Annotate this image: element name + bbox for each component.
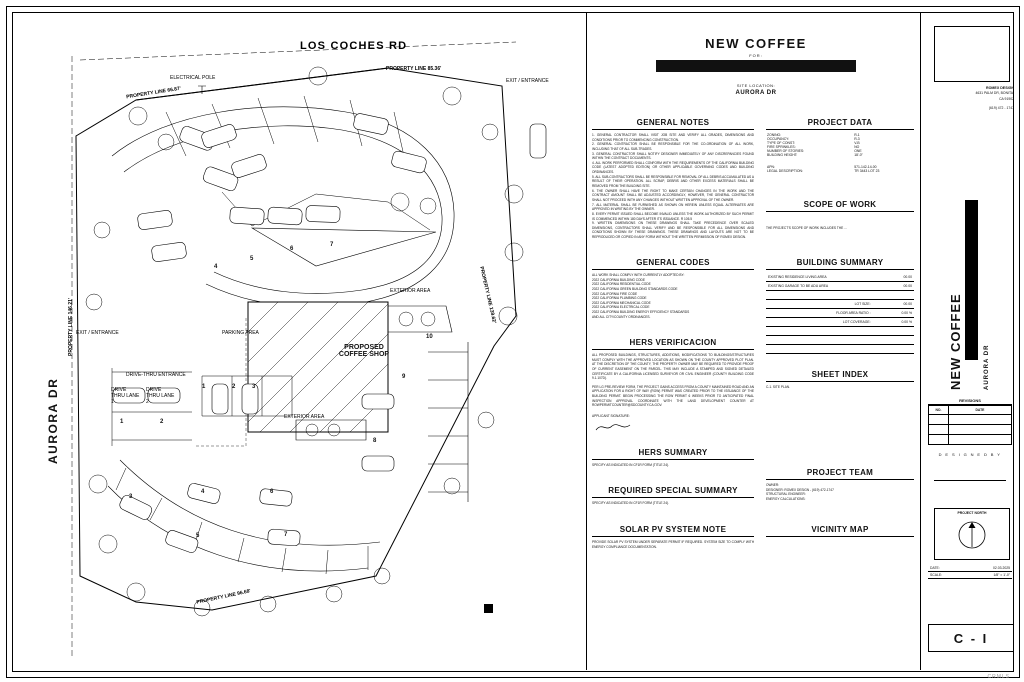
date-label: DATE: [930, 566, 940, 570]
table-row [766, 345, 914, 354]
road-label-los-coches: LOS COCHES RD [300, 40, 408, 52]
bs-key: LOT COVERAGE: [766, 318, 873, 327]
bs-val: 0.00 % [873, 318, 914, 327]
hers-verificacion-body [592, 353, 754, 408]
bs-val: 00.00 [873, 282, 914, 291]
firm-address-1: 4631 PALM DR, BONITA, [975, 91, 1014, 96]
project-data-title: PROJECT DATA [766, 118, 914, 130]
north-arrow-icon [935, 515, 1009, 555]
logo-box [934, 26, 1010, 82]
sheet-index-title: SHEET INDEX [766, 370, 914, 382]
solar-pv-title: SOLAR PV SYSTEM NOTE [592, 525, 754, 537]
required-special-summary-panel [592, 486, 754, 506]
hers-paragraph: ALL PROPOSED BUILDINGS, STRUCTURES, ADDITIONS, MODIFICATIONS TO BUILDINGS/STRUCTURES MUST COMPLY WITH THE APPROVED LOCATION AS SHOWN ON THE COUNTY APPROVED PLOT PLAN. AT THE DISCRETION OF THE COUNTY, THE PROPERTY OWNER MAY BE REQUIRED TO PROVIDE PROOF OF CURRENT EASEMENT ON THE PARCEL. THIS MAY INCLUDE A STAMPED AND SIGNED DETAILED CERTIFICATE BY A CALIFORNIA LICENSED SURVEYOR OR CIVIL ENGINEER (COUNTY BUILDING CODE 9.1.107D). [592, 353, 754, 381]
revisions-table [928, 405, 1012, 445]
team-row: STRUCTURAL ENGINEER: [766, 492, 806, 497]
watermark: CRMLS [987, 674, 1010, 680]
stall-number: 1 [202, 384, 206, 390]
annotation-exterior-area-lower: EXTERIOR AREA [284, 414, 325, 420]
sheet-index-panel [766, 370, 914, 390]
project-north-label: PROJECT NORTH [957, 511, 987, 515]
firm-phone: (619) 472 - 1747 [988, 105, 1014, 110]
stall-number: 7 [284, 532, 288, 538]
pd-key: ZONING: [767, 133, 782, 137]
project-team-panel [766, 468, 914, 502]
note-item: 7. ALL MATERIAL SHALL BE FURNISHED AS SHOWN ON HEREIN UNLESS EQUAL ALTERNATES ARE APPROVED IN WRITING BY THE OWNER. [592, 202, 754, 212]
project-data-panel [766, 118, 914, 173]
site-plan-drawing [16, 16, 582, 666]
project-data-table [766, 133, 914, 173]
stall-number: 4 [214, 264, 218, 270]
general-codes-title: GENERAL CODES [592, 258, 754, 270]
team-row: OWNER: [766, 483, 780, 487]
annotation-parking-area: PARKING AREA [222, 330, 259, 336]
pd-key: LEGAL DESCRIPTION: [767, 169, 803, 173]
designed-by-label: D E S I G N E D B Y [938, 452, 1002, 457]
note-item: 2. GENERAL CONTRACTOR SHALL BE RESPONSIBLE FOR THE CO-ORDINATION OF ALL WORK, INCLUDING THAT OF ALL SUB-TRADES. [592, 142, 754, 151]
pd-key: NUMBER OF STORIES: [767, 149, 805, 153]
stall-number: 5 [196, 533, 200, 539]
pd-val: 571-142-14-00 [854, 165, 877, 169]
annotation-exterior-area-upper: EXTERIOR AREA [390, 288, 431, 294]
required-special-summary-text: SPECIFY AS INDICATED IN CF1R FORM (TITLE 24). [592, 501, 669, 505]
table-row [766, 318, 914, 327]
titleblock-divider [920, 12, 921, 670]
pd-val: TR 3443 LOT 23 [854, 169, 880, 173]
stall-number: 4 [201, 489, 205, 495]
general-codes-panel [592, 258, 754, 319]
stall-number: 6 [270, 489, 274, 495]
rev-no-cell[interactable] [929, 435, 949, 445]
general-notes-panel [592, 118, 754, 240]
code-item: AND ALL CITY/COUNTY ORDINANCES. [592, 314, 651, 319]
scale-value: 1/8" = 1'-0" [993, 573, 1010, 577]
rev-date-cell[interactable] [948, 435, 1011, 445]
hers-summary-text: SPECIFY AS INDICATED IN CF1R FORM (TITLE 24). [592, 463, 669, 467]
stall-number: 1 [120, 419, 124, 425]
revisions-title: REVISIONS [928, 398, 1012, 405]
hers-verificacion-panel [592, 338, 754, 434]
rev-date-cell[interactable] [948, 425, 1011, 435]
date-scale-block [928, 565, 1012, 579]
for-label: FOR: [749, 53, 763, 58]
titleblock-project-name: NEW COFFEE [948, 293, 963, 390]
table-row [766, 282, 914, 291]
code-item: 2022 CALIFORNIA MECHANICAL CODE [592, 300, 651, 305]
vicinity-map-area [766, 540, 914, 650]
scope-of-work-title: SCOPE OF WORK [766, 200, 914, 212]
table-row [766, 291, 914, 300]
general-codes-body [592, 273, 754, 319]
solar-pv-text: PROVIDE SOLAR PV SYSTEM UNDER SEPARATE PERMIT IF REQUIRED. SYSTEM SIZE TO COMPLY WITH ENERGY COMPLIANCE DOCUMENTATION. [592, 540, 754, 549]
pd-key: BUILDING HEIGHT: [767, 153, 798, 157]
hers-verificacion-title: HERS VERIFICACION [592, 338, 754, 350]
table-row [929, 406, 1012, 415]
building-label: PROPOSED COFFEE SHOP [338, 344, 390, 358]
code-item: 2022 CALIFORNIA PLUMBING CODE [592, 296, 647, 301]
stall-number: 8 [373, 438, 377, 444]
client-name-redacted [656, 60, 856, 72]
signature-mark [592, 420, 652, 434]
table-row [766, 300, 914, 309]
note-item: 8. EVERY PERMIT ISSUED SHALL BECOME INVALID UNLESS THE WORK AUTHORIZED BY SUCH PERMIT IS COMMENCED WITHIN 180 DAYS AFTER ITS ISSUANCE. R 105.5 [592, 211, 754, 221]
stall-number: 3 [129, 494, 133, 500]
table-row [766, 327, 914, 336]
titleblock-site-location: AURORA DR [984, 344, 990, 390]
stall-number: 9 [402, 374, 406, 380]
project-team-body [766, 483, 914, 502]
project-north-box [934, 508, 1010, 560]
table-row [766, 336, 914, 345]
rev-col-date: DATE [948, 406, 1011, 415]
project-team-title: PROJECT TEAM [766, 468, 914, 480]
note-item: 9. WRITTEN DIMENSIONS ON THESE DRAWINGS SHALL TAKE PRECEDENCE OVER SCALED DIMENSIONS, CONTRACTORS SHALL VERIFY AND BE RESPONSIBLE FOR ALL DIMENSIONS AND CONDITIONS SHOWN BY THESE DRAWINGS. THESE DRAWINGS AND LAYOUTS ARE NOT TO BE REPRODUCED OR COPIED IN ANY FORM WITHOUT THE WRITTEN PERMISSION OF ROMEX DESIGN. [592, 221, 754, 240]
scope-of-work-panel [766, 200, 914, 231]
pd-val: ONE [854, 149, 862, 153]
table-row[interactable] [929, 435, 1012, 445]
solar-pv-panel [592, 525, 754, 549]
scale-label: SCALE: [930, 573, 943, 577]
firm-address-2: CA 91902 [999, 96, 1014, 101]
firm-info [930, 86, 1014, 111]
code-item: 2022 CALIFORNIA FIRE CODE [592, 291, 638, 296]
designed-by-signature-line [934, 480, 1006, 481]
titleblock-client-redacted [965, 200, 978, 360]
firm-name: ROMEX DESIGN [986, 86, 1014, 90]
vicinity-map-title: VICINITY MAP [766, 525, 914, 537]
date-row [928, 565, 1012, 572]
table-row [766, 169, 914, 173]
hers-summary-panel [592, 448, 754, 468]
code-item: 2022 CALIFORNIA RESIDENTIAL CODE [592, 282, 651, 287]
team-row: ENERGY CALCULATIONS: [766, 496, 806, 501]
project-title: NEW COFFEE [705, 36, 807, 51]
bs-val: 00.00 [873, 273, 914, 282]
codes-intro: ALL WORK SHALL COMPLY WITH CURRENTLY ADOPTED BY: [592, 273, 685, 277]
scale-row [928, 572, 1012, 579]
road-label-aurora: AURORA DR [46, 377, 60, 464]
property-line-96: PROPERTY LINE 96.68' [195, 588, 252, 606]
annotation-drive-thru-lane-2: DRIVE THRU LANE 2 [146, 387, 175, 405]
rev-no-cell[interactable] [929, 415, 949, 425]
bs-key: FLOOR AREA RATIO : [766, 309, 873, 318]
rev-no-cell[interactable] [929, 425, 949, 435]
stall-number: 5 [250, 256, 254, 262]
code-item: 2022 CALIFORNIA GREEN BUILDING STANDARDS CODE [592, 286, 678, 291]
pd-key: TYPE OF CONST: [767, 141, 795, 145]
table-row[interactable] [929, 415, 1012, 425]
note-item: 5. ALL SUB-CONTRACTORS SHALL BE RESPONSIBLE FOR REMOVAL OF ALL DEBRIS ACCUMULATED AS A RESULT OF THEIR OPERATION. ALL SCRAP, DEBRIS AND OTHER EXCESS MATERIALS SHALL BE REMOVED FROM THE BUILDING SITE. [592, 174, 754, 189]
pd-val: R-3 [854, 137, 860, 141]
stall-number: 6 [290, 246, 294, 252]
note-item: 3. GENERAL CONTRACTOR SHALL NOTIFY DESIGNER IMMEDIATELY OF ANY DISCREPANCIES FOUND WITHIN THE CONTRACT DOCUMENTS. [592, 151, 754, 161]
code-item: 2022 CALIFORNIA ELECTRICAL CODE [592, 305, 650, 310]
pd-key: OCCUPANCY: [767, 137, 790, 141]
table-row [766, 309, 914, 318]
property-line-146: PROPERTY LINE 146.21' [68, 297, 74, 356]
pd-val: 18'-0" [854, 153, 863, 157]
annotation-exit-entrance-top: EXIT / ENTRANCE [506, 78, 549, 84]
hers-paragraph: PER LG PRE-REVIEW FORM, THE PROJECT GAINS ACCESS FROM A COUNTY MAINTAINED ROAD AND AN APPLICATION FOR A RIGHT OF WAY (ROW) PERMIT WAS CREATED PRIOR TO THE ISSUANCE OF THE BUILDING PERMIT. BEGIN PROCESSING THE ROW PERMIT 6 WEEKS PRIOR TO ANTICIPATED FINAL INSPECTION APPROVAL COORDINATE WITH THE LAND DEVELOPMENT COUNTER AT ROWPERMITCOUNTER@SDCOUNTY.CA.GOV. [592, 384, 754, 408]
table-row [766, 157, 914, 165]
stall-number: 10 [426, 334, 433, 340]
property-line-66: PROPERTY LINE 66.87' [125, 85, 182, 101]
sheet-index-item: C-1. SITE PLAN. [766, 385, 791, 389]
note-item: 4. ALL WORK PERFORMED SHALL CONFORM WITH THE REQUIREMENTS OF THE CALIFORNIA BUILDING CODE (LATEST ADOPTED EDITION) OR OTHER APPLICABLE GOVERNING CODES AND BUILDING ORDINANCES. [592, 160, 754, 175]
table-row [766, 273, 914, 282]
building-summary-table [766, 273, 914, 354]
site-location-label: SITE LOCATION: [736, 83, 776, 88]
annotation-drive-thru-lane-1: DRIVE THRU LANE 1 [111, 387, 140, 405]
project-title-header [596, 36, 916, 96]
sheet-number: C - I [928, 624, 1014, 652]
team-row: DESIGNER: ROMEX DESIGN - (619) 472-1747 [766, 487, 834, 492]
general-notes-title: GENERAL NOTES [592, 118, 754, 130]
required-special-summary-title: REQUIRED SPECIAL SUMMARY [592, 486, 754, 498]
stall-number: 3 [252, 384, 256, 390]
code-item: 2022 CALIFORNIA BUILDING CODE [592, 277, 645, 282]
rev-col-no: NO. [929, 406, 949, 415]
pd-val: NO [854, 145, 860, 149]
building-summary-title: BUILDING SUMMARY [766, 258, 914, 270]
annotation-electrical-pole: ELECTRICAL POLE [170, 75, 216, 81]
rev-date-cell[interactable] [948, 415, 1011, 425]
pd-val: R-1 [854, 133, 860, 137]
hers-summary-title: HERS SUMMARY [592, 448, 754, 460]
vicinity-map-panel [766, 525, 914, 650]
annotation-exit-entrance-left: EXIT / ENTRANCE [76, 330, 119, 336]
note-item: 6. THE OWNER SHALL HAVE THE RIGHT TO MAKE CERTAIN CHANGES IN THE WORK AND THE CONTRACT AMOUNT SHALL BE ADJUSTED ACCORDINGLY, HOWEVER, THE GENERAL CONTRACTOR SHALL NOT PROCEED WITH ANY CHANGES WITHOUT WRITTEN APPROVAL OF THE OWNER. [592, 188, 754, 202]
table-row[interactable] [929, 425, 1012, 435]
scope-of-work-text: THE PROJECT'S SCOPE OF WORK INCLUDES THE ... [766, 226, 847, 230]
property-line-139: PROPERTY LINE 139.62' [478, 266, 498, 324]
date-value: 02.03.2025 [993, 566, 1010, 570]
bs-val: 00.00 [873, 300, 914, 309]
pd-val: V-B [854, 141, 860, 145]
bs-key: EXISTING GARAGE TO BE ADU AREA [766, 282, 873, 291]
pd-key: APN: [767, 165, 775, 169]
stall-number: 2 [232, 384, 236, 390]
stall-number: 2 [160, 419, 164, 425]
property-line-85: PROPERTY LINE 85.36' [386, 66, 442, 72]
building-summary-panel [766, 258, 914, 354]
note-item: 1. GENERAL CONTRACTOR SHALL VISIT JOB SITE AND VERIFY ALL GRADES, DIMENSIONS AND CONDITIONS PRIOR TO COMMENCING CONSTRUCTION. [592, 133, 754, 142]
general-notes-body [592, 133, 754, 240]
pd-key: FIRE SPRINKLES: [767, 145, 796, 149]
revisions-block [928, 398, 1012, 445]
bs-val: 0.00 % [873, 309, 914, 318]
code-item: 2022 CALIFORNIA BUILDING ENERGY EFFICIENCY STANDARDS [592, 310, 690, 315]
annotation-drive-thru-entrance: DRIVE-THRU ENTRANCE [126, 372, 186, 378]
bs-key: LOT SIZE: [766, 300, 873, 309]
applicant-signature-label: APPLICANT SIGNATURE: [592, 414, 630, 419]
bs-key: EXISTING RESIDENCE LIVING AREA [766, 273, 873, 282]
plan-panel-divider [586, 12, 587, 670]
site-location-value: AURORA DR [735, 90, 777, 96]
site-plan [16, 16, 582, 666]
stall-number: 7 [330, 242, 334, 248]
